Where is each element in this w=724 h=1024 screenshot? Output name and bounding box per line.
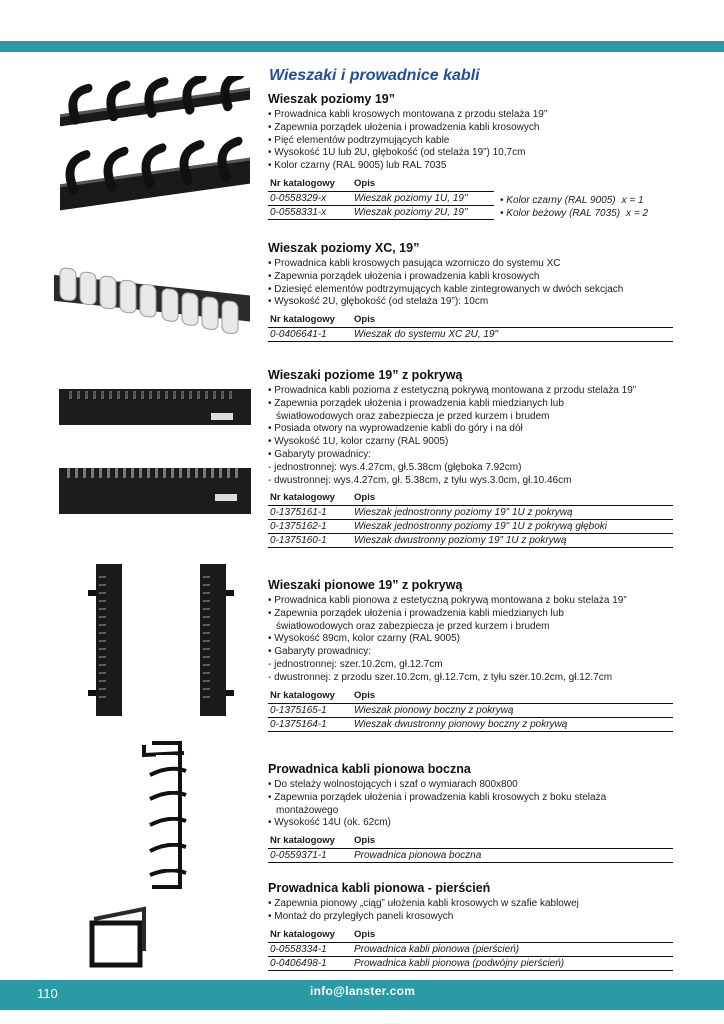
table-row xyxy=(268,506,673,520)
feature-item: • Zapewnia porządek ułożenia i prowadzenia kabli krosowych xyxy=(268,270,540,282)
table-row xyxy=(268,328,673,342)
catalog-number: 0-1375160-1 xyxy=(268,534,352,548)
table-header-row xyxy=(268,928,673,943)
section-title: Wieszaki poziome 19” z pokrywą xyxy=(268,368,463,382)
catalog-description: Prowadnica pionowa boczna xyxy=(352,849,673,863)
xc-cable-manager-image xyxy=(46,252,256,342)
feature-item: - jednostronnej: szer.10.2cm, gł.12.7cm xyxy=(268,658,443,670)
color-option xyxy=(500,194,648,207)
feature-item: • Kolor czarny (RAL 9005) lub RAL 7035 xyxy=(268,160,447,172)
catalog-description: Wieszak jednostronny poziomy 19" 1U z pokrywą xyxy=(352,506,673,520)
page-title: Wieszaki i prowadnice kabli xyxy=(269,67,480,84)
catalog-number: 0-0558334-1 xyxy=(268,942,352,956)
feature-list xyxy=(268,595,678,685)
table-row xyxy=(268,520,673,534)
horizontal-cable-manager-image xyxy=(48,76,258,226)
table-header-row xyxy=(268,834,673,849)
color-option-label: • Kolor czarny (RAL 9005) xyxy=(500,195,616,206)
feature-item: montażowego xyxy=(276,804,339,816)
feature-item: • Zapewnia pionowy „ciąg” ułożenia kabli krosowych w szafie kablowej xyxy=(268,898,579,909)
feature-list xyxy=(268,779,678,830)
opis-header: Opis xyxy=(352,834,673,849)
catalog-number: 0-0559371-1 xyxy=(268,849,352,863)
color-option-code: x = 1 xyxy=(621,195,644,206)
table-header-row xyxy=(268,177,494,192)
feature-item: światłowodowych oraz zabezpiecza je przed kurzem i brudem xyxy=(276,410,550,422)
page-number: 110 xyxy=(37,986,58,1001)
catalog-number: 0-0406498-1 xyxy=(268,956,352,970)
catalog-description: Prowadnica kabli pionowa (podwójny pierścień) xyxy=(352,956,673,970)
feature-item: • Zapewnia porządek ułożenia i prowadzenia kabli miedzianych lub xyxy=(268,607,564,619)
section-horizontal-cover-manager xyxy=(268,368,678,548)
feature-item: • Dziesięć elementów podtrzymujących kable zintegrowanych w dwóch sekcjach xyxy=(268,283,624,295)
section-title: Wieszak poziomy 19” xyxy=(268,92,396,106)
section-xc-manager xyxy=(268,241,678,342)
feature-item: • Prowadnica kabli krosowych pasująca wzorniczo do systemu XC xyxy=(268,258,561,269)
table-row xyxy=(268,956,673,970)
catalog-number: 0-0406641-1 xyxy=(268,328,352,342)
section-ring-guide xyxy=(268,881,678,971)
feature-item: • Wysokość 2U, głębokość (od stelaża 19”): 10cm xyxy=(268,296,489,308)
catalog-table xyxy=(268,313,673,342)
catalog-description: Prowadnica kabli pionowa (pierścień) xyxy=(352,942,673,956)
section-title: Wieszaki pionowe 19” z pokrywą xyxy=(268,578,463,592)
table-row xyxy=(268,942,673,956)
opis-header: Opis xyxy=(352,177,494,192)
catalog-table xyxy=(268,177,494,220)
nr-header: Nr katalogowy xyxy=(268,834,352,849)
section-title: Prowadnica kabli pionowa - pierścień xyxy=(268,881,491,895)
feature-item: • Wysokość 89cm, kolor czarny (RAL 9005) xyxy=(268,633,460,645)
feature-item: • Prowadnica kabli pozioma z estetyczną pokrywą montowana z przodu stelaża 19” xyxy=(268,385,637,396)
table-row xyxy=(268,703,673,717)
top-accent-bar xyxy=(0,41,724,52)
nr-header: Nr katalogowy xyxy=(268,177,352,192)
feature-list xyxy=(268,258,678,309)
feature-item: • Gabaryty prowadnicy: xyxy=(268,448,371,460)
section-title: Wieszak poziomy XC, 19” xyxy=(268,241,420,255)
feature-list xyxy=(268,109,678,173)
catalog-table xyxy=(268,834,673,863)
ring-guide-image xyxy=(86,905,156,977)
feature-list xyxy=(268,898,678,924)
feature-item: • Gabaryty prowadnicy: xyxy=(268,646,371,658)
feature-item: • Zapewnia porządek ułożenia i prowadzenia kabli miedzianych lub xyxy=(268,397,564,409)
feature-item: • Prowadnica kabli pionowa z estetyczną pokrywą montowana z boku stelaża 19” xyxy=(268,595,627,606)
catalog-number: 0-1375164-1 xyxy=(268,717,352,731)
table-row xyxy=(268,849,673,863)
vertical-cover-manager-image-right xyxy=(190,562,240,720)
feature-item: • Wysokość 1U lub 2U, głębokość (od stelaża 19”) 10,7cm xyxy=(268,147,526,159)
feature-item: • Zapewnia porządek ułożenia i prowadzenia kabli krosowych z boku stelaża xyxy=(268,791,607,803)
catalog-table xyxy=(268,689,673,732)
feature-item: • Montaż do przyległych paneli krosowych xyxy=(268,910,454,922)
feature-item: - dwustronnej: z przodu szer.10.2cm, gł.12.7cm, z tyłu szer.10.2cm, gł.12.7cm xyxy=(268,671,613,683)
opis-header: Opis xyxy=(352,491,673,506)
color-option-code: x = 2 xyxy=(626,208,649,219)
catalog-number: 0-1375162-1 xyxy=(268,520,352,534)
opis-header: Opis xyxy=(352,928,673,943)
horizontal-cover-manager-single-image xyxy=(55,383,255,433)
color-option-label: • Kolor beżowy (RAL 7035) xyxy=(500,208,621,219)
nr-header: Nr katalogowy xyxy=(268,491,352,506)
catalog-number: 0-1375161-1 xyxy=(268,506,352,520)
catalog-description: Wieszak dwustronny poziomy 19" 1U z pokrywą xyxy=(352,534,673,548)
horizontal-cover-manager-double-image xyxy=(55,462,255,522)
catalog-table xyxy=(268,928,673,971)
table-row xyxy=(268,717,673,731)
section-vertical-side-guide xyxy=(268,762,678,863)
table-header-row xyxy=(268,689,673,704)
color-options xyxy=(500,194,648,220)
catalog-table xyxy=(268,491,673,548)
feature-item: - dwustronnej: wys.4.27cm, gł. 5.38cm, z tyłu wys.3.0cm, gł.10.46cm xyxy=(268,474,572,486)
nr-header: Nr katalogowy xyxy=(268,313,352,328)
feature-item: • Wysokość 14U (ok. 62cm) xyxy=(268,817,391,829)
table-header-row xyxy=(268,491,673,506)
table-row xyxy=(268,534,673,548)
table-row xyxy=(268,191,494,205)
opis-header: Opis xyxy=(352,313,673,328)
opis-header: Opis xyxy=(352,689,673,704)
catalog-number: 0-1375165-1 xyxy=(268,703,352,717)
catalog-description: Wieszak do systemu XC 2U, 19" xyxy=(352,328,673,342)
catalog-number: 0-0558329-x xyxy=(268,191,352,205)
catalog-number: 0-0558331-x xyxy=(268,205,352,219)
nr-header: Nr katalogowy xyxy=(268,689,352,704)
feature-item: • Prowadnica kabli krosowych montowana z przodu stelaża 19” xyxy=(268,109,548,120)
feature-item: światłowodowych oraz zabezpiecza je przed kurzem i brudem xyxy=(276,620,550,632)
feature-item: • Posiada otwory na wyprowadzenie kabli do góry i na dół xyxy=(268,423,523,435)
feature-item: • Do stelaży wolnostojących i szaf o wymiarach 800x800 xyxy=(268,779,518,790)
footer-email-link[interactable]: info@lanster.com xyxy=(310,984,416,998)
section-title: Prowadnica kabli pionowa boczna xyxy=(268,762,471,776)
catalog-description: Wieszak pionowy boczny z pokrywą xyxy=(352,703,673,717)
feature-item: • Pięć elementów podtrzymujących kable xyxy=(268,134,450,146)
catalog-description: Wieszak poziomy 2U, 19" xyxy=(352,205,494,219)
feature-item: - jednostronnej: wys.4.27cm, gł.5.38cm (głęboka 7.92cm) xyxy=(268,461,522,473)
catalog-description: Wieszak jednostronny poziomy 19" 1U z pokrywą głęboki xyxy=(352,520,673,534)
feature-list xyxy=(268,385,678,487)
section-vertical-cover-manager xyxy=(268,578,678,732)
vertical-cover-manager-image-left xyxy=(86,562,136,720)
feature-item: • Wysokość 1U, kolor czarny (RAL 9005) xyxy=(268,436,449,448)
color-option xyxy=(500,207,648,220)
catalog-description: Wieszak poziomy 1U, 19" xyxy=(352,191,494,205)
catalog-description: Wieszak dwustronny pionowy boczny z pokrywą xyxy=(352,717,673,731)
table-header-row xyxy=(268,313,673,328)
vertical-side-guide-image xyxy=(130,735,200,895)
table-row xyxy=(268,205,494,219)
nr-header: Nr katalogowy xyxy=(268,928,352,943)
feature-item: • Zapewnia porządek ułożenia i prowadzenia kabli krosowych xyxy=(268,121,540,133)
